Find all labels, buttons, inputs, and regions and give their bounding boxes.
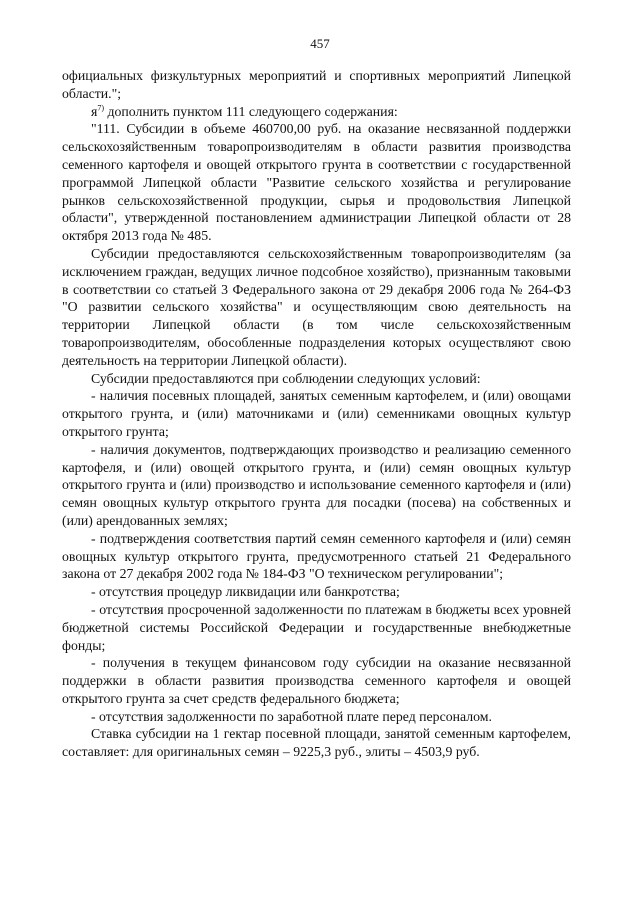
condition-item: - наличия посевных площадей, занятых семенным картофелем, и (или) овощами открытого грунта, и (или) маточниками и (или) семенниками овощных культур открытого грунта;	[62, 388, 571, 439]
amendment-text: дополнить пунктом 111 следующего содержания:	[104, 103, 398, 119]
paragraph-recipients: Субсидии предоставляются сельскохозяйственным товаропроизводителям (за исключением граждан, ведущих личное подсобное хозяйство), признанным таковыми в соответствии со статьей 3 Федерального закона от 29 декабря 2006 года № 264-ФЗ "О развитии сельского хозяйства" и осуществляющим свою деятельность на территории Липецкой области (в том числе сельскохозяйственным товаропроизводителям, обособленные подразделения которых осуществляют свою деятельность на территории Липецкой области).	[62, 245, 571, 368]
condition-item: - подтверждения соответствия партий семян семенного картофеля и (или) семян овощных культур открытого грунта, предусмотренного статьей 21 Федерального закона от 27 декабря 2002 года № 184-ФЗ "О техническом регулировании";	[62, 530, 571, 582]
condition-item: - получения в текущем финансовом году субсидии на оказание несвязанной поддержки в области развития производства семенного картофеля и овощей открытого грунта за счет средств федерального бюджета;	[62, 655, 571, 706]
paragraph-amendment	[62, 103, 571, 121]
condition-item: - наличия документов, подтверждающих производство и реализацию семенного картофеля, и (или) овощей открытого грунта, и (или) семян овощных культур открытого грунта и (или) производство и использование семенного картофеля и (или) семян овощных культур открытого грунта для посадки (посева) на собственных и (или) арендованных землях;	[62, 441, 571, 528]
condition-item: - отсутствия процедур ликвидации или банкротства;	[91, 584, 400, 600]
paragraph-subsidy-rate: Ставка субсидии на 1 гектар посевной площади, занятой семенным картофелем, составляет: для оригинальных семян – 9225,3 руб., элиты – 4503,9 руб.	[62, 726, 571, 760]
condition-item: - отсутствия просроченной задолженности по платежам в бюджеты всех уровней бюджетной системы Российской Федерации и государственные внебюджетные фонды;	[62, 601, 571, 653]
paragraph-clause-111: "111. Субсидии в объеме 460700,00 руб. на оказание несвязанной поддержки сельскохозяйственным товаропроизводителям в области развития производства семенного картофеля и овощей открытого грунта в соответствии с государственной программой Липецкой области "Развитие сельского хозяйства и регулирование рынков сельскохозяйственной продукции, сырья и продовольствия Липецкой области", утвержденной постановлением администрации Липецкой области от 28 октября 2013 года № 485.	[62, 121, 571, 244]
condition-item: - отсутствия задолженности по заработной плате перед персоналом.	[91, 708, 492, 724]
page-number: 457	[310, 36, 330, 51]
amendment-letter: я	[91, 103, 98, 119]
paragraph-continuation: официальных физкультурных мероприятий и спортивных мероприятий Липецкой области.";	[62, 68, 571, 101]
paragraph-conditions-intro: Субсидии предоставляются при соблюдении следующих условий:	[91, 370, 481, 386]
amendment-number: 7)	[97, 103, 105, 112]
document-body	[62, 67, 571, 761]
